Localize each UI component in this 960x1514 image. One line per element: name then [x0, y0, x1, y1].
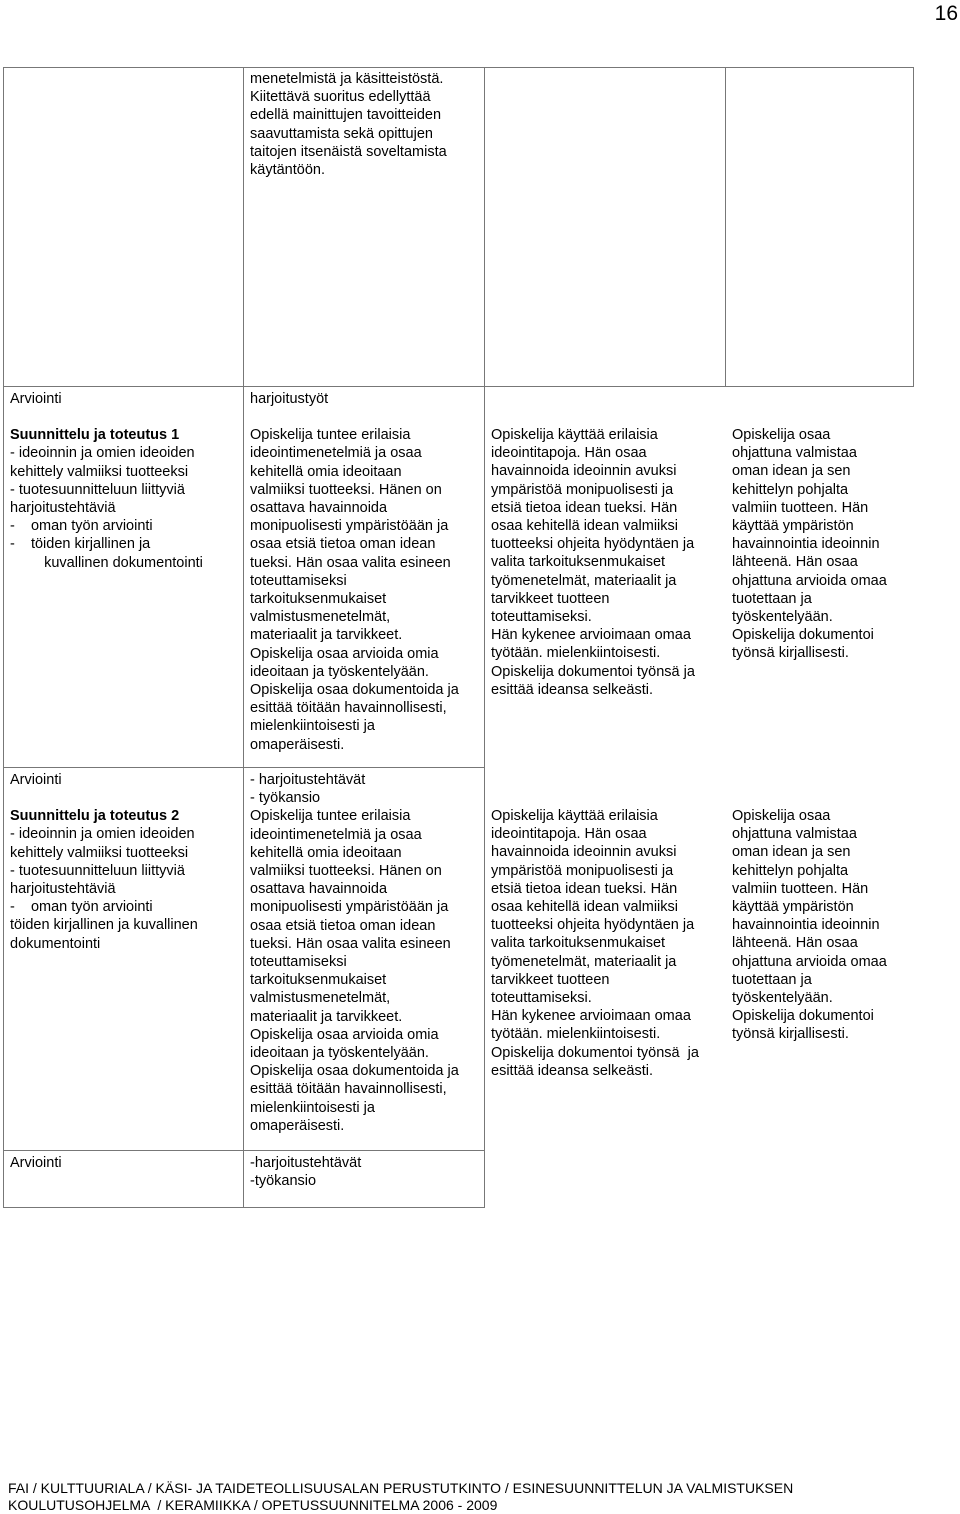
cell-line: mielenkiintoisesti ja [250, 1099, 375, 1116]
cell-line: - tuotesuunnitteluun liittyviä [10, 862, 185, 879]
cell-line: - ideoinnin ja omien ideoiden [10, 445, 195, 462]
cell-line: valita tarkoituksenmukaiset [491, 554, 666, 571]
cell-line: mielenkiintoisesti ja [250, 718, 375, 735]
cell-line: havainnoida ideoinnin avuksi [491, 844, 677, 861]
cell-line: ohjattuna arvioida omaa [732, 572, 887, 589]
arviointi-label: Arviointi [10, 391, 62, 407]
cell-line: valmiin tuotteen. Hän [732, 880, 869, 897]
cell-line: saavuttamista sekä opittujen [250, 125, 433, 142]
cell-line: käyttää ympäristön [732, 518, 854, 535]
cell-line: valita tarkoituksenmukaiset [491, 935, 666, 952]
cell-line: Hän kykenee arvioimaan omaa [491, 627, 691, 644]
cell-line: kuvallinen dokumentointi [44, 554, 203, 571]
cell-line: ympäristöä monipuolisesti ja [491, 481, 674, 498]
curriculum-table [3, 67, 914, 1208]
row3-col2-cell [244, 1151, 484, 1190]
cell-line: Opiskelija dokumentoi työnsä ja [491, 1044, 699, 1061]
row1-col2-cell [244, 387, 484, 754]
footer-line-2: KOULUTUSOHJELMA / KERAMIIKKA / OPETUSSUUNNITELMA 2006 - 2009 [8, 1497, 498, 1513]
cell-line: tuotteeksi ohjeita hyödyntäen ja [491, 536, 695, 553]
cell-line: etsiä tietoa idean tueksi. Hän [491, 499, 678, 516]
arviointi-label: Arviointi [10, 1155, 62, 1171]
section-heading: Suunnittelu ja toteutus 2 [10, 808, 180, 825]
cell-line: toteuttamiseksi. [491, 990, 592, 1007]
table-border-bottom [3, 1207, 485, 1208]
cell-line: Opiskelija dokumentoi [732, 627, 874, 644]
cell-line: ympäristöä monipuolisesti ja [491, 862, 674, 879]
cell-line: osaa etsiä tietoa oman idean [250, 917, 436, 934]
cell-line: - oman työn arviointi [10, 899, 153, 916]
cell-line: työmenetelmät, materiaalit ja [491, 572, 677, 589]
cell-line: osaa etsiä tietoa oman idean [250, 536, 436, 553]
cell-line: oman idean ja sen [732, 844, 851, 861]
cell-line: - työkansio [250, 790, 321, 807]
cell-line: etsiä tietoa idean tueksi. Hän [491, 880, 678, 897]
cell-line: Opiskelija käyttää erilaisia [491, 808, 658, 824]
cell-line: kehitellä omia ideoitaan [250, 844, 402, 861]
cell-line: osattava havainnoida [250, 881, 388, 898]
cell-line: kehittelyn pohjalta [732, 481, 849, 498]
cell-line: dokumentointi [10, 935, 101, 952]
cell-line: valmistusmenetelmät, [250, 609, 391, 626]
cell-line: Opiskelija tuntee erilaisia [250, 808, 411, 825]
cell-line: tuotettaan ja [732, 590, 812, 607]
cell-line: lähteenä. Hän osaa [732, 554, 858, 571]
cell-line: - ideoinnin ja omien ideoiden [10, 826, 195, 843]
page-number: 16 [934, 2, 958, 25]
cell-line: ideointitapoja. Hän osaa [491, 826, 647, 843]
cell-line: tuotteeksi ohjeita hyödyntäen ja [491, 917, 695, 934]
cell-line: töiden kirjallinen ja kuvallinen [10, 917, 198, 934]
cell-line: työtään. mielenkiintoisesti. [491, 1026, 661, 1043]
cell-line: Opiskelija osaa arvioida omia [250, 645, 439, 662]
cell-line: Opiskelija osaa dokumentoida ja [250, 682, 459, 699]
cell-line: - töiden kirjallinen ja [10, 536, 151, 553]
cell-line: ohjattuna valmistaa [732, 445, 857, 462]
cell-line: tarvikkeet tuotteen [491, 590, 610, 607]
cell-line: harjoitustehtäviä [10, 500, 116, 517]
cell-line: Opiskelija tuntee erilaisia [250, 427, 411, 444]
cell-line: havainnoida ideoinnin avuksi [491, 463, 677, 480]
cell-line: edellä mainittujen tavoitteiden [250, 107, 442, 124]
cell-line: työskentelyään. [732, 990, 833, 1007]
cell-line: Opiskelija osaa [732, 427, 831, 443]
cell-line: tarvikkeet tuotteen [491, 971, 610, 988]
cell-line: tarkoituksenmukaiset [250, 591, 387, 608]
cell-line: esittää ideansa selkeästi. [491, 1062, 654, 1079]
row2-col1-cell [4, 768, 243, 953]
row2-col2-cell [244, 768, 484, 1135]
cell-line: työskentelyään. [732, 609, 833, 626]
page-footer [8, 1480, 960, 1514]
cell-line: menetelmistä ja käsitteistöstä. [250, 71, 444, 87]
cell-line: Opiskelija osaa arvioida omia [250, 1026, 439, 1043]
cell-line: esittää töitään havainnollisesti, [250, 1081, 447, 1098]
cell-line: käyttää ympäristön [732, 899, 854, 916]
cell-line: osaa kehitellä idean valmiiksi [491, 899, 678, 916]
cell-line: esittää töitään havainnollisesti, [250, 700, 447, 717]
cell-line: ideointimenetelmiä ja osaa [250, 826, 422, 843]
cell-line: -harjoitustehtävät [250, 1155, 362, 1171]
row0-col2-cell [244, 67, 484, 179]
footer-line-1: FAI / KULTTUURIALA / KÄSI- JA TAIDETEOLLISUUSALAN PERUSTUTKINTO / ESINESUUNNITTELUN JA VALMISTUKSEN [8, 1480, 794, 1496]
cell-line: -työkansio [250, 1173, 317, 1190]
section-heading: Suunnittelu ja toteutus 1 [10, 427, 180, 444]
cell-line: monipuolisesti ympäristöään ja [250, 518, 449, 535]
cell-line: havainnointia ideoinnin [732, 536, 880, 553]
cell-line: omaperäisesti. [250, 736, 345, 753]
cell-line: ohjattuna valmistaa [732, 826, 857, 843]
row1-col1-cell [4, 387, 243, 572]
cell-line: valmiin tuotteen. Hän [732, 499, 869, 516]
cell-line: taitojen itsenäistä soveltamista [250, 143, 447, 160]
cell-line: tueksi. Hän osaa valita esineen [250, 554, 451, 571]
cell-line: työnsä kirjallisesti. [732, 645, 849, 662]
cell-line: materiaalit ja tarvikkeet. [250, 1008, 403, 1025]
row3-col1-cell [4, 1151, 243, 1172]
cell-line: valmiiksi tuotteeksi. Hänen on [250, 863, 442, 880]
table-border-left [3, 67, 4, 1208]
cell-line: - harjoitustehtävät [250, 772, 366, 788]
cell-line: havainnointia ideoinnin [732, 917, 880, 934]
cell-line: työnsä kirjallisesti. [732, 1026, 849, 1043]
cell-line: - tuotesuunnitteluun liittyviä [10, 481, 185, 498]
cell-line: työmenetelmät, materiaalit ja [491, 953, 677, 970]
cell-line: ideointitapoja. Hän osaa [491, 445, 647, 462]
cell-line: Opiskelija dokumentoi [732, 1008, 874, 1025]
cell-line: esittää ideansa selkeästi. [491, 681, 654, 698]
cell-line: tuotettaan ja [732, 971, 812, 988]
cell-line: valmiiksi tuotteeksi. Hänen on [250, 481, 442, 498]
row1-col4-cell [726, 423, 913, 663]
cell-line: Opiskelija käyttää erilaisia [491, 427, 658, 443]
cell-line: monipuolisesti ympäristöään ja [250, 899, 449, 916]
cell-line: kehitellä omia ideoitaan [250, 463, 402, 480]
row2-col4-cell [726, 804, 913, 1044]
cell-line: Opiskelija osaa dokumentoida ja [250, 1063, 459, 1080]
row2-col3-cell [485, 804, 725, 1080]
cell-line: materiaalit ja tarvikkeet. [250, 627, 403, 644]
cell-line: Opiskelija osaa [732, 808, 831, 824]
cell-line: oman idean ja sen [732, 463, 851, 480]
cell-line: Kiitettävä suoritus edellyttää [250, 89, 431, 106]
cell-line: kehittely valmiiksi tuotteeksi [10, 844, 189, 861]
cell-line: harjoitustyöt [250, 391, 329, 407]
cell-line: ideoitaan ja työskentelyään. [250, 1045, 429, 1062]
cell-line: valmistusmenetelmät, [250, 990, 391, 1007]
cell-line: työtään. mielenkiintoisesti. [491, 645, 661, 662]
cell-line: harjoitustehtäviä [10, 881, 116, 898]
cell-line: toteuttamiseksi [250, 572, 347, 589]
cell-line: ideoitaan ja työskentelyään. [250, 663, 429, 680]
cell-line: - oman työn arviointi [10, 518, 153, 535]
cell-line: omaperäisesti. [250, 1117, 345, 1134]
cell-line: lähteenä. Hän osaa [732, 935, 858, 952]
cell-line: ideointimenetelmiä ja osaa [250, 445, 422, 462]
cell-line: tarkoituksenmukaiset [250, 972, 387, 989]
cell-line: ohjattuna arvioida omaa [732, 953, 887, 970]
cell-line: osaa kehitellä idean valmiiksi [491, 518, 678, 535]
cell-line: Hän kykenee arvioimaan omaa [491, 1008, 691, 1025]
cell-line: kehittely valmiiksi tuotteeksi [10, 463, 189, 480]
arviointi-label: Arviointi [10, 772, 62, 788]
cell-line: käytäntöön. [250, 162, 325, 179]
row1-col3-cell [485, 423, 725, 699]
table-divider-col3 [725, 67, 726, 387]
table-border-right [913, 67, 914, 387]
cell-line: kehittelyn pohjalta [732, 862, 849, 879]
cell-line: osattava havainnoida [250, 500, 388, 517]
cell-line: tueksi. Hän osaa valita esineen [250, 935, 451, 952]
cell-line: toteuttamiseksi. [491, 609, 592, 626]
cell-line: Opiskelija dokumentoi työnsä ja [491, 663, 695, 680]
cell-line: toteuttamiseksi [250, 954, 347, 971]
